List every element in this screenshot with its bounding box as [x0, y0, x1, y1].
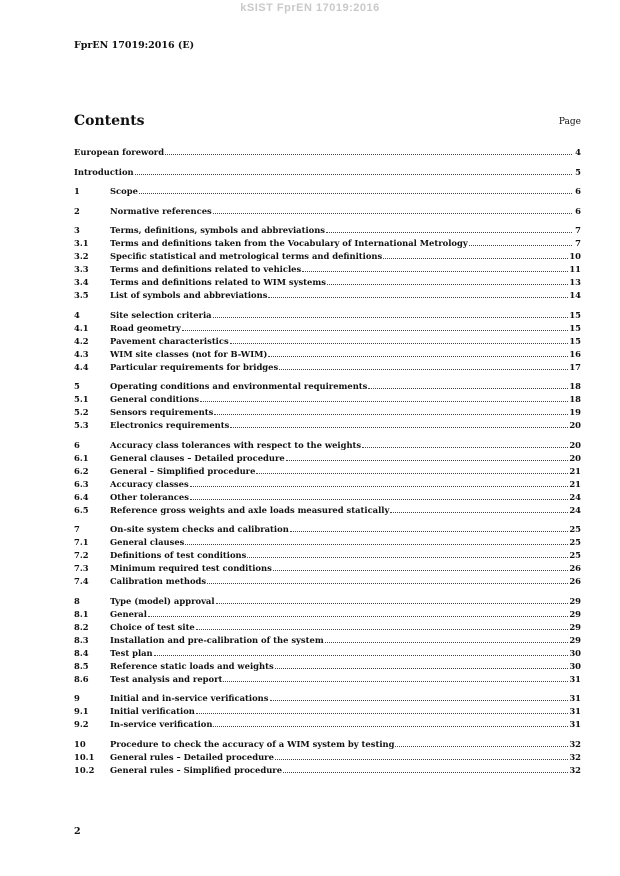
toc-dot-leader	[268, 288, 568, 298]
toc-entry-page: 26	[569, 563, 581, 573]
toc-entry-page: 4	[575, 147, 581, 157]
toc-entry-title: General rules – Detailed procedure	[110, 751, 274, 762]
toc-dot-leader	[230, 418, 568, 428]
toc-entry-title: Terms and definitions related to vehicles	[110, 264, 302, 274]
toc-dot-leader	[327, 275, 568, 285]
toc-entry-page: 6	[575, 186, 581, 196]
toc-dot-leader	[200, 392, 568, 402]
toc-entry-number: 3	[74, 225, 80, 235]
toc-dot-leader	[190, 490, 568, 500]
toc-dot-leader	[182, 321, 568, 331]
toc-dot-leader	[325, 633, 569, 643]
toc-entry-page: 25	[569, 537, 581, 547]
toc-entry-title: Particular requirements for bridges	[110, 361, 279, 372]
toc-entry-number: 3.2	[74, 251, 89, 261]
toc-entry[interactable]	[74, 392, 581, 405]
toc-dot-leader	[165, 145, 572, 155]
toc-dot-leader	[326, 223, 572, 233]
toc-entry-page: 10	[569, 251, 581, 261]
toc-dot-leader	[283, 763, 568, 773]
toc-entry-page: 32	[569, 764, 581, 775]
toc-entry-number: 6.5	[74, 504, 89, 515]
toc-entry-title: Procedure to check the accuracy of a WIM system by testing	[110, 738, 395, 749]
toc-dot-leader	[190, 477, 569, 487]
toc-entry[interactable]	[74, 535, 581, 548]
toc-entry-title: Calibration methods	[110, 576, 207, 586]
toc-entry-title: European foreword	[74, 147, 165, 157]
toc-entry-number: 8.3	[74, 634, 89, 645]
toc-entry-title: Accuracy class tolerances with respect to the weights	[110, 439, 362, 450]
toc-entry-title: In-service verification	[110, 719, 213, 729]
toc-dot-leader	[216, 594, 569, 604]
toc-entry-title: Definitions of test conditions	[110, 550, 247, 560]
toc-entry-title: Choice of test site	[110, 621, 195, 632]
toc-dot-leader	[196, 704, 568, 714]
toc-entry[interactable]	[74, 236, 581, 249]
toc-entry-number: 4.2	[74, 335, 89, 346]
toc-entry[interactable]	[74, 691, 581, 704]
toc-entry-title: Specific statistical and metrological terms and definitions	[110, 251, 383, 261]
toc-entry-number: 3.5	[74, 290, 89, 300]
toc-entry[interactable]	[74, 607, 581, 620]
toc-entry-title: Introduction	[74, 166, 134, 177]
toc-entry[interactable]	[74, 223, 581, 236]
toc-entry-title: Reference static loads and weights	[110, 660, 274, 671]
toc-entry-title: General	[110, 608, 147, 619]
toc-dot-leader	[213, 204, 572, 214]
toc-entry-title: Operating conditions and environmental requirements	[110, 381, 368, 391]
toc-entry[interactable]	[74, 308, 581, 321]
toc-entry-title: On-site system checks and calibration	[110, 524, 289, 534]
toc-entry[interactable]	[74, 347, 581, 360]
toc-entry-title: Sensors requirements	[110, 407, 214, 417]
toc-entry-title: Type (model) approval	[110, 595, 215, 606]
toc-entry[interactable]	[74, 574, 581, 587]
toc-entry[interactable]	[74, 477, 581, 490]
toc-entry[interactable]	[74, 464, 581, 477]
toc-entry-title: General – Simplified procedure	[110, 465, 256, 476]
toc-entry-page: 31	[569, 673, 581, 684]
toc-dot-leader	[139, 184, 572, 194]
toc-entry-page: 16	[569, 348, 581, 359]
toc-entry-page: 20	[569, 452, 581, 463]
toc-entry-title: Site selection criteria	[110, 309, 212, 320]
toc-entry-page: 20	[569, 439, 581, 450]
toc-entry[interactable]	[74, 646, 581, 659]
toc-entry-page: 24	[569, 491, 581, 502]
toc-dot-leader	[230, 334, 569, 344]
toc-entry-title: General clauses	[110, 537, 185, 547]
toc-entry-number: 5.2	[74, 407, 89, 417]
toc-dot-leader	[275, 750, 568, 760]
toc-entry[interactable]	[74, 620, 581, 633]
toc-entry-title: WIM site classes (not for B-WIM)	[110, 348, 268, 359]
toc-entry-number: 7.4	[74, 576, 89, 586]
toc-entry-number: 6	[74, 439, 80, 450]
toc-entry-title: Scope	[110, 186, 138, 196]
toc-entry[interactable]	[74, 262, 581, 275]
toc-entry-page: 15	[569, 335, 581, 346]
toc-entry-number: 10	[74, 738, 86, 749]
toc-entry[interactable]	[74, 321, 581, 334]
watermark: kSIST FprEN 17019:2016	[240, 2, 380, 14]
toc-dot-leader	[154, 646, 569, 656]
toc-entry-title: General clauses – Detailed procedure	[110, 452, 285, 463]
toc-entry-title: Terms and definitions related to WIM systems	[110, 277, 326, 287]
toc-entry-number: 7	[74, 524, 80, 534]
toc-entry-page: 25	[569, 524, 581, 534]
toc-entry-page: 18	[569, 381, 581, 391]
toc-entry-title: Pavement characteristics	[110, 335, 229, 346]
toc-entry-number: 8.1	[74, 608, 89, 619]
toc-entry-page: 17	[569, 361, 581, 372]
toc-entry-number: 3.1	[74, 238, 89, 248]
document-id: FprEN 17019:2016 (E)	[74, 40, 195, 51]
toc-entry-title: Installation and pre-calibration of the system	[110, 634, 324, 645]
toc-entry-number: 7.1	[74, 537, 89, 547]
toc-entry-number: 4.3	[74, 348, 89, 359]
toc-entry-number: 5	[74, 381, 80, 391]
toc-entry-title: General rules – Simplified procedure	[110, 764, 283, 775]
toc-entry-title: Initial and in-service verifications	[110, 693, 269, 703]
toc-entry-page: 29	[569, 621, 581, 632]
toc-entry[interactable]	[74, 704, 581, 717]
toc-dot-leader	[223, 672, 568, 682]
toc-entry[interactable]	[74, 379, 581, 392]
toc-entry[interactable]	[74, 490, 581, 503]
toc-entry[interactable]	[74, 763, 581, 776]
toc-entry-page: 21	[569, 465, 581, 476]
toc-dot-leader	[207, 574, 568, 584]
toc-entry-title: Initial verification	[110, 706, 195, 716]
toc-entry-number: 9.1	[74, 706, 89, 716]
toc-entry-title: Accuracy classes	[110, 478, 189, 489]
toc-dot-leader	[214, 405, 568, 415]
toc-entry-title: Normative references	[110, 205, 212, 216]
toc-entry-number: 8.6	[74, 673, 89, 684]
toc-dot-leader	[185, 535, 568, 545]
toc-entry-title: Terms, definitions, symbols and abbreviations	[110, 225, 326, 235]
toc-entry-number: 9	[74, 693, 80, 703]
toc-entry[interactable]	[74, 360, 581, 373]
toc-entry[interactable]	[74, 334, 581, 347]
toc-entry-page: 7	[575, 225, 581, 235]
toc-entry-page: 6	[575, 205, 581, 216]
toc-entry[interactable]	[74, 503, 581, 516]
toc-entry-page: 25	[569, 550, 581, 560]
toc-entry-page: 15	[569, 309, 581, 320]
toc-entry-number: 6.4	[74, 491, 89, 502]
toc-entry-number: 8.5	[74, 660, 89, 671]
toc-dot-leader	[286, 451, 569, 461]
toc-dot-leader	[270, 691, 569, 701]
toc-entry-number: 7.3	[74, 563, 89, 573]
toc-entry[interactable]	[74, 418, 581, 431]
toc-dot-leader	[213, 308, 569, 318]
toc-entry[interactable]	[74, 717, 581, 730]
toc-entry-page: 19	[569, 407, 581, 417]
toc-dot-leader	[362, 438, 568, 448]
toc-dot-leader	[395, 737, 568, 747]
toc-entry-number: 10.2	[74, 764, 95, 775]
toc-entry-page: 29	[569, 634, 581, 645]
toc-entry[interactable]	[74, 275, 581, 288]
toc-entry[interactable]	[74, 672, 581, 685]
toc-entry-number: 5.1	[74, 394, 89, 404]
toc-entry-page: 31	[569, 719, 581, 729]
toc-entry-page: 15	[569, 322, 581, 333]
toc-dot-leader	[290, 522, 569, 532]
toc-entry[interactable]	[74, 204, 581, 217]
toc-dot-leader	[135, 165, 572, 175]
toc-entry-number: 3.3	[74, 264, 89, 274]
toc-entry-number: 8.4	[74, 647, 89, 658]
toc-entry-title: General conditions	[110, 394, 200, 404]
toc-entry[interactable]	[74, 165, 581, 178]
table-of-contents	[74, 145, 581, 776]
toc-entry-number: 8	[74, 595, 80, 606]
toc-entry[interactable]	[74, 659, 581, 672]
toc-entry[interactable]	[74, 633, 581, 646]
toc-entry[interactable]	[74, 438, 581, 451]
toc-entry-page: 31	[569, 706, 581, 716]
toc-entry-number: 4.4	[74, 361, 89, 372]
toc-entry[interactable]	[74, 594, 581, 607]
toc-entry-page: 29	[569, 608, 581, 619]
toc-entry-title: Test plan	[110, 647, 153, 658]
toc-entry-page: 26	[569, 576, 581, 586]
toc-entry-number: 10.1	[74, 751, 95, 762]
toc-entry[interactable]	[74, 451, 581, 464]
toc-entry-page: 13	[569, 277, 581, 287]
toc-entry-number: 6.3	[74, 478, 89, 489]
toc-dot-leader	[196, 620, 569, 630]
toc-entry[interactable]	[74, 184, 581, 197]
toc-entry-title: Road geometry	[110, 322, 181, 333]
toc-entry[interactable]	[74, 750, 581, 763]
toc-dot-leader	[268, 347, 568, 357]
toc-entry-page: 14	[569, 290, 581, 300]
toc-dot-leader	[469, 236, 572, 246]
toc-entry-title: List of symbols and abbreviations	[110, 290, 268, 300]
toc-entry-title: Reference gross weights and axle loads measured statically	[110, 504, 390, 515]
toc-entry-number: 6.1	[74, 452, 89, 463]
toc-dot-leader	[279, 360, 568, 370]
toc-entry-title: Other tolerances	[110, 491, 189, 502]
toc-entry[interactable]	[74, 405, 581, 418]
toc-dot-leader	[368, 379, 568, 389]
toc-dot-leader	[148, 607, 568, 617]
toc-entry-number: 8.2	[74, 621, 89, 632]
toc-entry-number: 7.2	[74, 550, 89, 560]
toc-entry-page: 24	[569, 504, 581, 515]
toc-entry[interactable]	[74, 249, 581, 262]
toc-entry-page: 32	[569, 738, 581, 749]
toc-dot-leader	[247, 548, 568, 558]
toc-entry[interactable]	[74, 561, 581, 574]
toc-entry-page: 32	[569, 751, 581, 762]
toc-entry-number: 6.2	[74, 465, 89, 476]
toc-entry-page: 11	[569, 264, 581, 274]
toc-entry-number: 1	[74, 186, 80, 196]
toc-entry-number: 4.1	[74, 322, 89, 333]
toc-entry-page: 18	[569, 394, 581, 404]
toc-entry-title: Minimum required test conditions	[110, 563, 272, 573]
toc-entry[interactable]	[74, 737, 581, 750]
toc-entry[interactable]	[74, 548, 581, 561]
page-number: 2	[74, 826, 81, 837]
toc-entry[interactable]	[74, 522, 581, 535]
toc-entry-page: 29	[569, 595, 581, 606]
toc-entry-page: 30	[569, 660, 581, 671]
page-column-label: Page	[558, 117, 581, 127]
contents-title: Contents	[74, 113, 145, 129]
toc-entry-title: Terms and definitions taken from the Vocabulary of International Metrology	[110, 238, 468, 248]
toc-entry-title: Test analysis and report	[110, 673, 223, 684]
toc-dot-leader	[390, 503, 568, 513]
toc-dot-leader	[273, 561, 569, 571]
toc-entry-page: 21	[569, 478, 581, 489]
toc-entry-page: 7	[575, 238, 581, 248]
toc-entry-number: 5.3	[74, 420, 89, 430]
toc-entry-page: 5	[575, 166, 581, 177]
toc-dot-leader	[302, 262, 568, 272]
toc-entry-number: 2	[74, 205, 80, 216]
toc-entry-number: 3.4	[74, 277, 89, 287]
toc-entry[interactable]	[74, 288, 581, 301]
toc-entry-number: 9.2	[74, 719, 89, 729]
toc-entry-page: 20	[569, 420, 581, 430]
toc-entry-title: Electronics requirements	[110, 420, 230, 430]
toc-entry[interactable]	[74, 145, 581, 158]
toc-dot-leader	[383, 249, 568, 259]
toc-dot-leader	[256, 464, 568, 474]
toc-dot-leader	[275, 659, 569, 669]
toc-entry-number: 4	[74, 309, 80, 320]
toc-dot-leader	[213, 717, 568, 727]
toc-entry-page: 30	[569, 647, 581, 658]
toc-entry-page: 31	[569, 693, 581, 703]
